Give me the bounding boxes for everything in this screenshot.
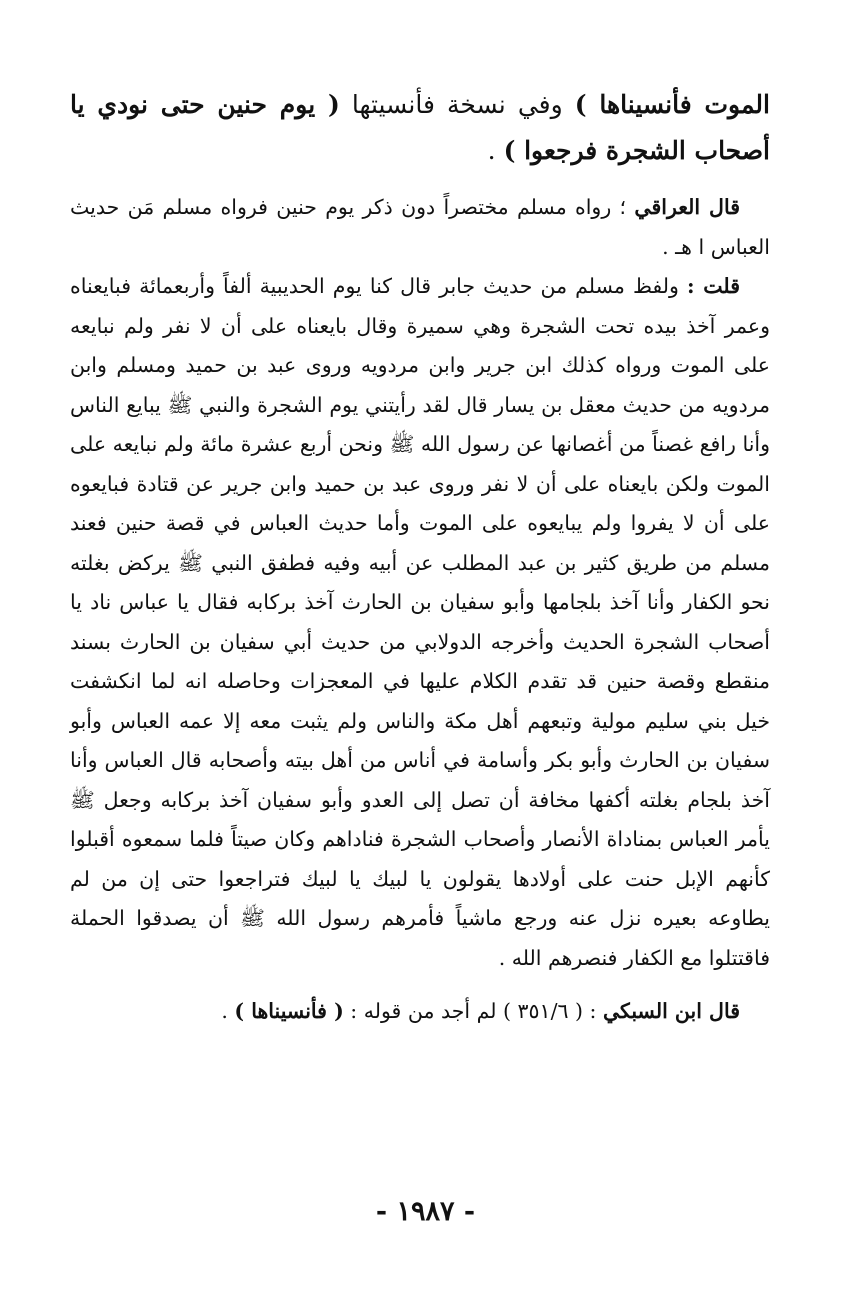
paragraph-gap — [70, 978, 770, 992]
subki-bold-tail: ( فأنسيناها ) — [234, 999, 344, 1023]
qultu-label: قلت : — [687, 274, 741, 298]
opening-text-1: وفي نسخة فأنسيتها — [339, 90, 575, 119]
iraqi-label: قال العراقي — [634, 195, 740, 219]
page-text-block — [70, 82, 770, 1032]
qultu-text: ولفظ مسلم من حديث جابر قال كنا يوم الحديبية ألفاً وأربعمائة فبايعناه وعمر آخذ بيده تحت الشجرة وهي سميرة وقال بايعناه على أن لا نفر ولم نبايعه على الموت ورواه كذلك ابن جرير وابن مردويه وروى عبد بن حميد ومسلم وابن مردويه من حديث معقل بن يسار قال لقد رأيتني يوم الشجرة والنبي ﷺ يبايع الناس وأنا رافع غصناً من أغصانها عن رسول الله ﷺ ونحن أربع عشرة مائة ولم نبايعه على الموت ولكن بايعناه على أن لا نفر وروى عبد بن حميد وابن جرير عن قتادة فبايعوه على أن لا يفروا ولم يبايعوه على الموت وأما حديث العباس في قصة حنين فعند مسلم من طريق كثير بن عبد المطلب عن أبيه وفيه فطفق النبي ﷺ يركض بغلته نحو الكفار وأنا آخذ بلجامها وأبو سفيان بن الحارث آخذ بركابه فقال يا عباس ناد يا أصحاب الشجرة الحديث وأخرجه الدولابي من حديث أبي سفيان بن الحارث بسند منقطع وقصة حنين قد تقدم الكلام عليها في المعجزات وحاصله انه لما انكشفت خيل بني سليم مولية وتبعهم أهل مكة والناس ولم يثبت معه إلا عمه العباس وأبو سفيان بن الحارث وأبو بكر وأسامة في أناس من أهل بيته وأصحابه قال العباس وأنا آخذ بلجام بغلته أكفها مخافة أن تصل إلى العدو وأبو سفيان آخذ بركابه وجعل ﷺ يأمر العباس بمناداة الأنصار وأصحاب الشجرة فناداهم وكان صيتاً فلما سمعوه أقبلوا كأنهم الإبل حنت على أولادها يقولون يا لبيك يا لبيك فتراجعوا حتى إن من لم يطاوعه بعيره نزل عنه ورجع ماشياً فأمرهم رسول الله ﷺ أن يصدقوا الحملة فاقتتلوا مع الكفار فنصرهم الله . — [70, 274, 770, 970]
opening-bold-1: الموت فأنسيناها ) — [574, 90, 770, 119]
subki-end: . — [221, 999, 235, 1023]
page-number: - ١٩٨٧ - — [375, 1196, 476, 1227]
subki-text: : ( ٣٥١/٦ ) لم أجد من قوله : — [343, 999, 603, 1023]
paragraph-qultu — [70, 267, 770, 978]
opening-text-2: . — [487, 136, 504, 165]
subki-label: قال ابن السبكي — [602, 999, 740, 1023]
iraqi-text: ؛ رواه مسلم مختصراً دون ذكر يوم حنين فرواه مسلم مَن حديث العباس ا هـ . — [70, 195, 770, 259]
paragraph-iraqi — [70, 188, 770, 267]
paragraph-opening — [70, 82, 770, 174]
opening-bold-2: ( يوم حنين حتى نودي يا أصحاب الشجرة فرجعوا ) — [70, 90, 770, 165]
paragraph-subki — [70, 992, 770, 1032]
